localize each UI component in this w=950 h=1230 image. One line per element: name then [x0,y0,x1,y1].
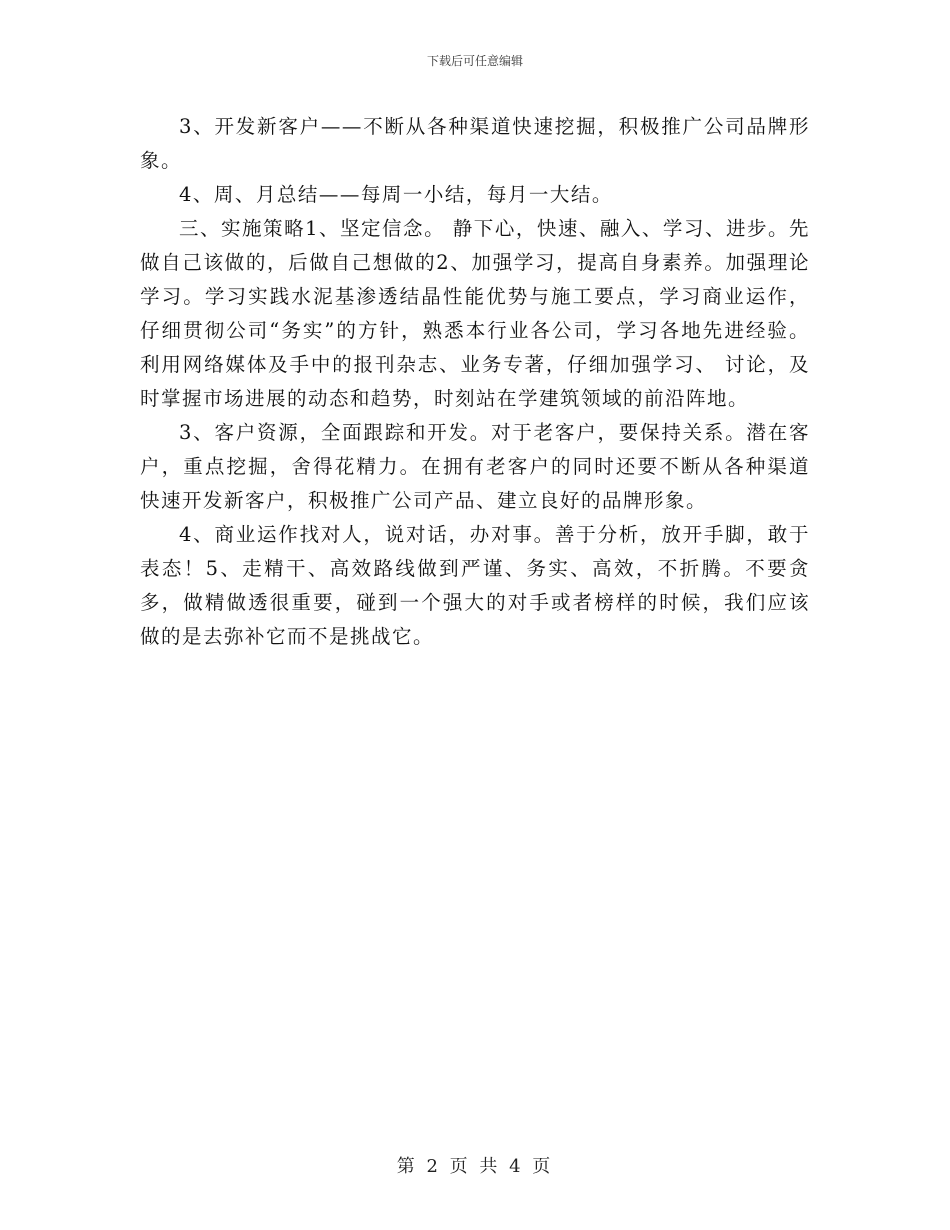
paragraph-summary: 4、周、月总结——每周一小结，每月一大结。 [179,183,613,206]
document-body [140,110,810,654]
page-header: 下载后可任意编辑 [426,54,523,68]
paragraph-business-operation: 4、商业运作找对人，说对话，办对事。善于分析，放开手脚，敢于表态！5、走精干、高效路线做到严谨、务实、高效，不折腾。不要贪多，做精做透很重要，碰到一个强大的对手或者榜样的时候，我们应该做的是去弥补它而不是挑战它。 [140,523,810,648]
paragraph-strategy: 三、实施策略1、坚定信念。 静下心，快速、融入、学习、进步。先做自己该做的，后做自己想做的2、加强学习，提高自身素养。加强理论学习。学习实践水泥基渗透结晶性能优势与施工要点，学习商业运作，仔细贯彻公司“务实”的方针，熟悉本行业各公司，学习各地先进经验。利用网络媒体及手中的报刊杂志、业务专著，仔细加强学习、 讨论，及时掌握市场进展的动态和趋势，时刻站在学建筑领域的前沿阵地。 [140,217,810,410]
page-number: 第 2 页 共 4 页 [396,1156,554,1177]
paragraph-new-customers: 3、开发新客户——不断从各种渠道快速挖掘，积极推广公司品牌形象。 [140,115,810,172]
paragraph-customer-resources: 3、客户资源，全面跟踪和开发。对于老客户，要保持关系。潜在客户，重点挖掘，舍得花精力。在拥有老客户的同时还要不断从各种渠道快速开发新客户，积极推广公司产品、建立良好的品牌形象。 [140,421,810,512]
